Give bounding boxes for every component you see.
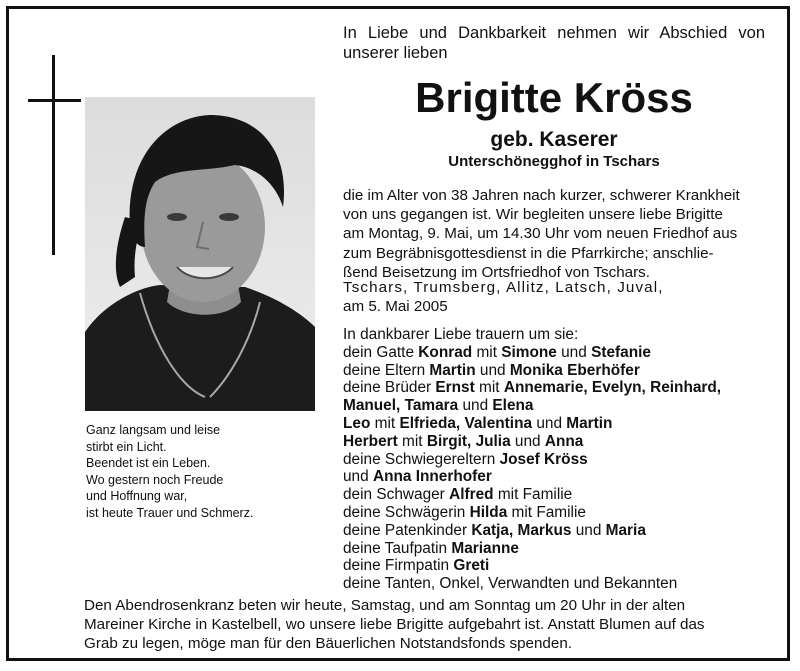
mourner-relation: deine Schwiegereltern: [343, 450, 500, 468]
poem-line: Ganz langsam und leise: [86, 423, 221, 437]
mourner-name: Martin: [429, 361, 476, 379]
mourner-line: [343, 557, 773, 575]
mourner-line: [343, 540, 773, 558]
mourner-name: Elena: [492, 397, 534, 415]
mourner-line: [343, 415, 773, 433]
mourner-name: Maria: [605, 521, 646, 539]
mourner-relation: und: [571, 521, 606, 539]
mourner-line: [343, 486, 773, 504]
mourner-name: Annemarie, Evelyn, Reinhard,: [503, 379, 722, 397]
mourner-line: [343, 397, 773, 415]
mourner-relation: mit Familie: [493, 486, 573, 504]
intro-text: [343, 23, 765, 63]
cross-horizontal-bar: [28, 99, 81, 102]
mourner-relation: deine Brüder: [343, 379, 436, 397]
notice-body: [343, 186, 765, 282]
footer-line: Mareiner Kirche in Kastelbell, wo unsere liebe Brigitte aufgebahrt ist. Anstatt Blumen auf das: [84, 616, 705, 633]
poem-line: Wo gestern noch Freude: [86, 472, 224, 487]
notice-line: von uns gegangen ist. Wir begleiten unsere liebe Brigitte: [343, 206, 723, 224]
intro-line: In Liebe und Dankbarkeit nehmen wir Abschied von: [343, 24, 765, 42]
mourner-relation: mit: [370, 414, 400, 432]
mourner-line: [343, 451, 773, 469]
mourner-name: Katja, Markus: [471, 521, 572, 539]
mourner-name: Hilda: [469, 503, 508, 521]
mourner-relation: und: [343, 468, 373, 486]
poem-line: stirbt ein Licht.: [86, 439, 167, 454]
mourner-name: Monika Eberhöfer: [509, 361, 640, 379]
footer-text: [84, 596, 769, 653]
mourner-relation: und: [510, 432, 545, 450]
poem-line: Beendet ist ein Leben.: [86, 456, 211, 470]
mourner-relation: mit: [397, 432, 427, 450]
mourner-line: [343, 344, 773, 362]
footer-line: Den Abendrosenkranz beten wir heute, Samstag, und am Sonntag um 20 Uhr in der alten: [84, 597, 686, 614]
mourner-name: Birgit, Julia: [426, 432, 511, 450]
mourner-relation: deine Schwägerin: [343, 503, 470, 521]
mourner-relation: und: [475, 361, 510, 379]
mourners-list: [343, 326, 773, 593]
mourner-relation: und: [458, 397, 493, 415]
footer-line: Grab zu legen, möge man für den Bäuerlichen Notstandsfonds spenden.: [84, 635, 572, 652]
mourner-relation: und: [556, 343, 592, 361]
mourner-name: Greti: [453, 557, 490, 575]
mourner-line: [343, 575, 773, 593]
mourner-line: [343, 468, 773, 486]
mourner-line: [343, 522, 773, 540]
mourner-name: Anna Innerhofer: [372, 468, 492, 486]
mourner-relation: dein Gatte: [343, 343, 419, 361]
notice-line: ßend Beisetzung im Ortsfriedhof von Tschars.: [343, 263, 650, 281]
mourner-name: Konrad: [418, 343, 473, 361]
mourner-name: Herbert: [343, 432, 398, 450]
mourner-line: [343, 379, 773, 397]
poem-line: ist heute Trauer und Schmerz.: [86, 505, 254, 520]
mourner-relation: deine Eltern: [343, 361, 430, 379]
mourner-relation: deine Patenkinder: [343, 521, 472, 539]
mourner-relation: dein Schwager: [343, 486, 450, 504]
mourner-name: Anna: [544, 432, 584, 450]
poem: [86, 422, 316, 521]
place-line: Tschars, Trumsberg, Allitz, Latsch, Juval,: [343, 279, 664, 296]
notice-line: die im Alter von 38 Jahren nach kurzer, schwerer Krankheit: [343, 187, 740, 204]
date-line: am 5. Mai 2005: [343, 298, 448, 316]
mourner-name: Manuel, Tamara: [343, 397, 459, 415]
mourner-name: Marianne: [451, 539, 519, 557]
mourner-relation: deine Taufpatin: [343, 539, 452, 557]
mourner-name: Stefanie: [591, 343, 651, 361]
deceased-name: Brigitte Kröss: [415, 74, 693, 121]
mourner-relation: mit Familie: [507, 503, 586, 521]
mourner-relation: mit: [474, 379, 504, 397]
mourner-name: Leo: [343, 414, 371, 432]
notice-line: zum Begräbnisgottesdienst in die Pfarrkirche; anschlie-: [343, 244, 714, 262]
mourner-name: Simone: [501, 343, 557, 361]
mourner-line: [343, 433, 773, 451]
mourner-name: Josef Kröss: [499, 450, 588, 468]
mourner-relation: deine Firmpatin: [343, 557, 454, 575]
mourner-relation: mit: [472, 343, 502, 361]
mourners-heading: In dankbarer Liebe trauern um sie:: [343, 326, 579, 343]
poem-line: und Hoffnung war,: [86, 489, 188, 503]
mourner-line: [343, 362, 773, 380]
place-and-date: [343, 278, 765, 316]
mourner-name: Alfred: [449, 486, 494, 504]
mourner-name: Elfrieda, Valentina: [399, 414, 533, 432]
mourner-line: [343, 504, 773, 522]
intro-line: unserer lieben: [343, 44, 448, 62]
mourner-relation: und: [532, 414, 567, 432]
cross-vertical-bar: [52, 55, 55, 255]
mourner-relation: deine Tanten, Onkel, Verwandten und Bekannten: [343, 575, 678, 593]
notice-line: am Montag, 9. Mai, um 14.30 Uhr vom neuen Friedhof aus: [343, 225, 738, 243]
mourner-name: Martin: [566, 414, 613, 432]
mourner-name: Ernst: [435, 379, 475, 397]
farm-name: Unterschönegghof in Tschars: [448, 153, 660, 170]
portrait-photo: [85, 97, 315, 411]
maiden-name: geb. Kaserer: [490, 128, 618, 151]
